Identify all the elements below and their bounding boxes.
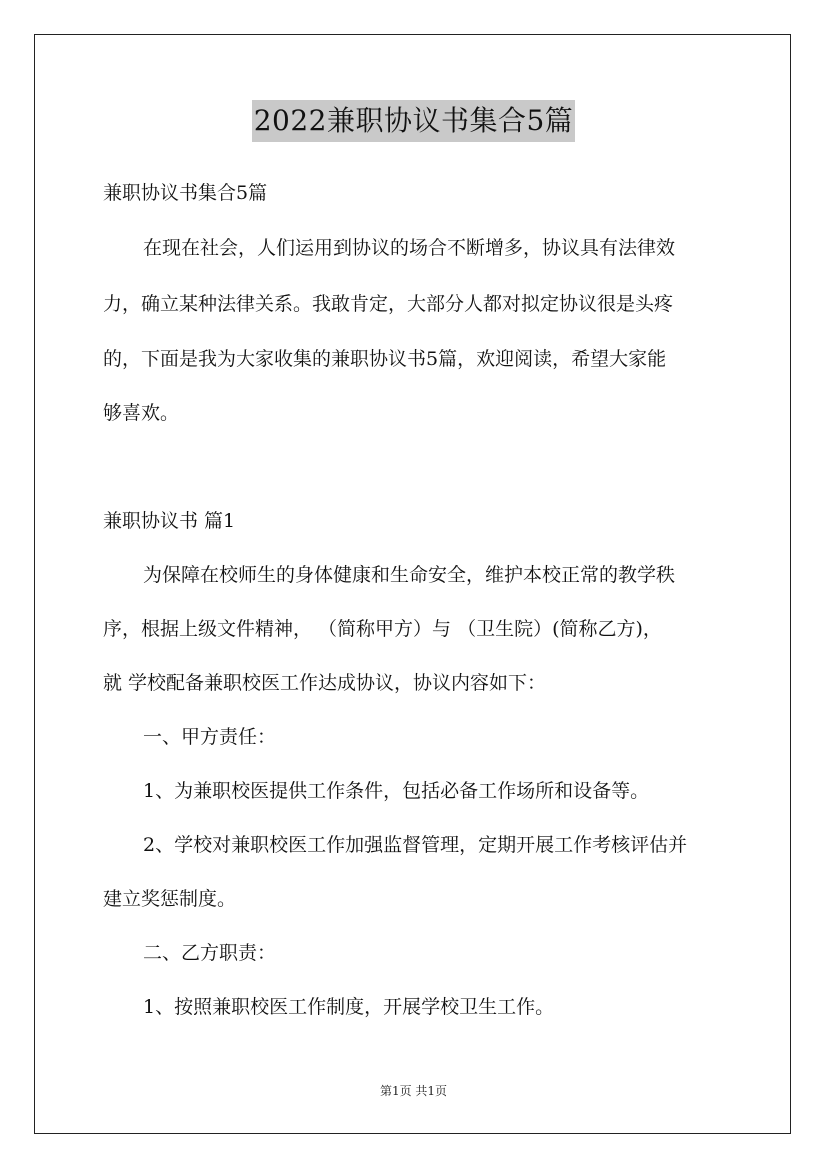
subtitle-line: 兼职协议书集合5篇 (103, 182, 268, 204)
paragraph-line: 的，下面是我为大家收集的兼职协议书5篇，欢迎阅读，希望大家能 (103, 348, 667, 370)
paragraph-line: 序，根据上级文件精神， （简称甲方）与 （卫生院）(简称乙方)， (103, 618, 662, 640)
paragraph-line: 为保障在校师生的身体健康和生命安全，维护本校正常的教学秩 (143, 564, 676, 586)
paragraph-line: 力，确立某种法律关系。我敢肯定，大部分人都对拟定协议很是头疼 (103, 293, 674, 315)
section-heading: 兼职协议书 篇1 (103, 510, 236, 532)
title-container (0, 100, 827, 142)
clause-heading: 二、乙方职责： (143, 942, 277, 964)
clause-item-continued: 建立奖惩制度。 (103, 888, 237, 910)
paragraph-line: 够喜欢。 (103, 402, 180, 424)
document-title: 2022兼职协议书集合5篇 (252, 100, 576, 142)
clause-heading: 一、甲方责任： (143, 726, 277, 748)
paragraph-line: 在现在社会，人们运用到协议的场合不断增多，协议具有法律效 (143, 237, 676, 259)
paragraph-line: 就 学校配备兼职校医工作达成协议，协议内容如下： (103, 672, 547, 694)
clause-item: 2、学校对兼职校医工作加强监督管理，定期开展工作考核评估并 (143, 834, 688, 856)
page-footer: 第1页 共1页 (379, 1084, 448, 1098)
clause-item: 1、按照兼职校医工作制度，开展学校卫生工作。 (143, 996, 555, 1018)
clause-item: 1、为兼职校医提供工作条件，包括必备工作场所和设备等。 (143, 780, 650, 802)
